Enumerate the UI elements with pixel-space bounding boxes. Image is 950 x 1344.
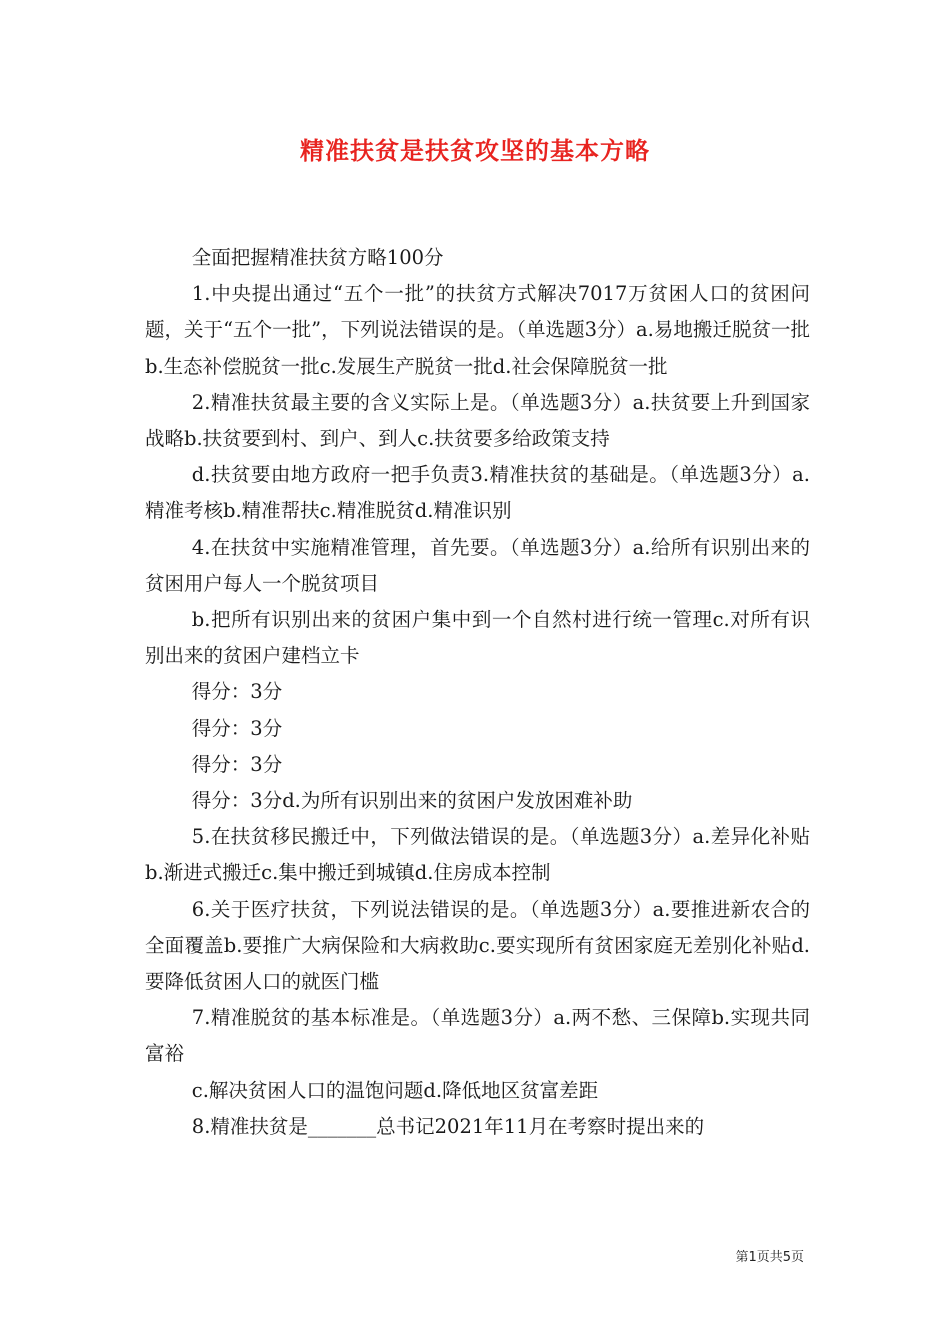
paragraph-question-4: 4.在扶贫中实施精准管理，首先要。（单选题3分）a.给所有识别出来的贫困用户每人一个脱贫项目 <box>145 535 810 595</box>
paragraph-question-3: d.扶贫要由地方政府一把手负责3.精准扶贫的基础是。（单选题3分）a.精准考核b.精准帮扶c.精准脱贫d.精准识别 <box>145 463 810 523</box>
paragraph-question-4-options: b.把所有识别出来的贫困户集中到一个自然村进行统一管理c.对所有识别出来的贫困户建档立卡 <box>145 608 810 668</box>
paragraph-question-6: 6.关于医疗扶贫，下列说法错误的是。（单选题3分）a.要推进新农合的全面覆盖b.要推广大病保险和大病救助c.要实现所有贫困家庭无差别化补贴d.要降低贫困人口的就医门槛 <box>145 897 810 994</box>
paragraph-section-heading: 全面把握精准扶贫方略100分 <box>191 246 444 269</box>
paragraph-question-8: 8.精准扶贫是_______总书记2021年11月在考察时提出来的 <box>191 1114 705 1138</box>
paragraph-question-7: 7.精准脱贫的基本标准是。（单选题3分）a.两不愁、三保障b.实现共同富裕 <box>145 1006 810 1066</box>
paragraph-question-1: 1.中央提出通过“五个一批”的扶贫方式解决7017万贫困人口的贫困问题，关于“五个一批”，下列说法错误的是。（单选题3分）a.易地搬迁脱贫一批b.生态补偿脱贫一批c.发展生产脱贫一批d.社会保障脱贫一批 <box>145 282 810 378</box>
paragraph-question-7-options: c.解决贫困人口的温饱问题d.降低地区贫富差距 <box>191 1078 599 1102</box>
paragraph-score: 得分：3分 <box>191 716 283 740</box>
paragraph-score: 得分：3分 <box>191 752 283 776</box>
page-number: 第1页共5页 <box>735 1250 804 1265</box>
page-title: 精准扶贫是扶贫攻坚的基本方略 <box>300 136 650 165</box>
paragraph-score: 得分：3分 <box>191 680 283 704</box>
paragraph-question-2: 2.精准扶贫最主要的含义实际上是。（单选题3分）a.扶贫要上升到国家战略b.扶贫要到村、到户、到人c.扶贫要多给政策支持 <box>145 390 810 451</box>
document-body <box>145 240 810 1145</box>
paragraph-question-5: 5.在扶贫移民搬迁中，下列做法错误的是。（单选题3分）a.差异化补贴b.渐进式搬迁c.集中搬迁到城镇d.住房成本控制 <box>145 825 810 885</box>
paragraph-score-option-d: 得分：3分d.为所有识别出来的贫困户发放困难补助 <box>191 789 633 813</box>
